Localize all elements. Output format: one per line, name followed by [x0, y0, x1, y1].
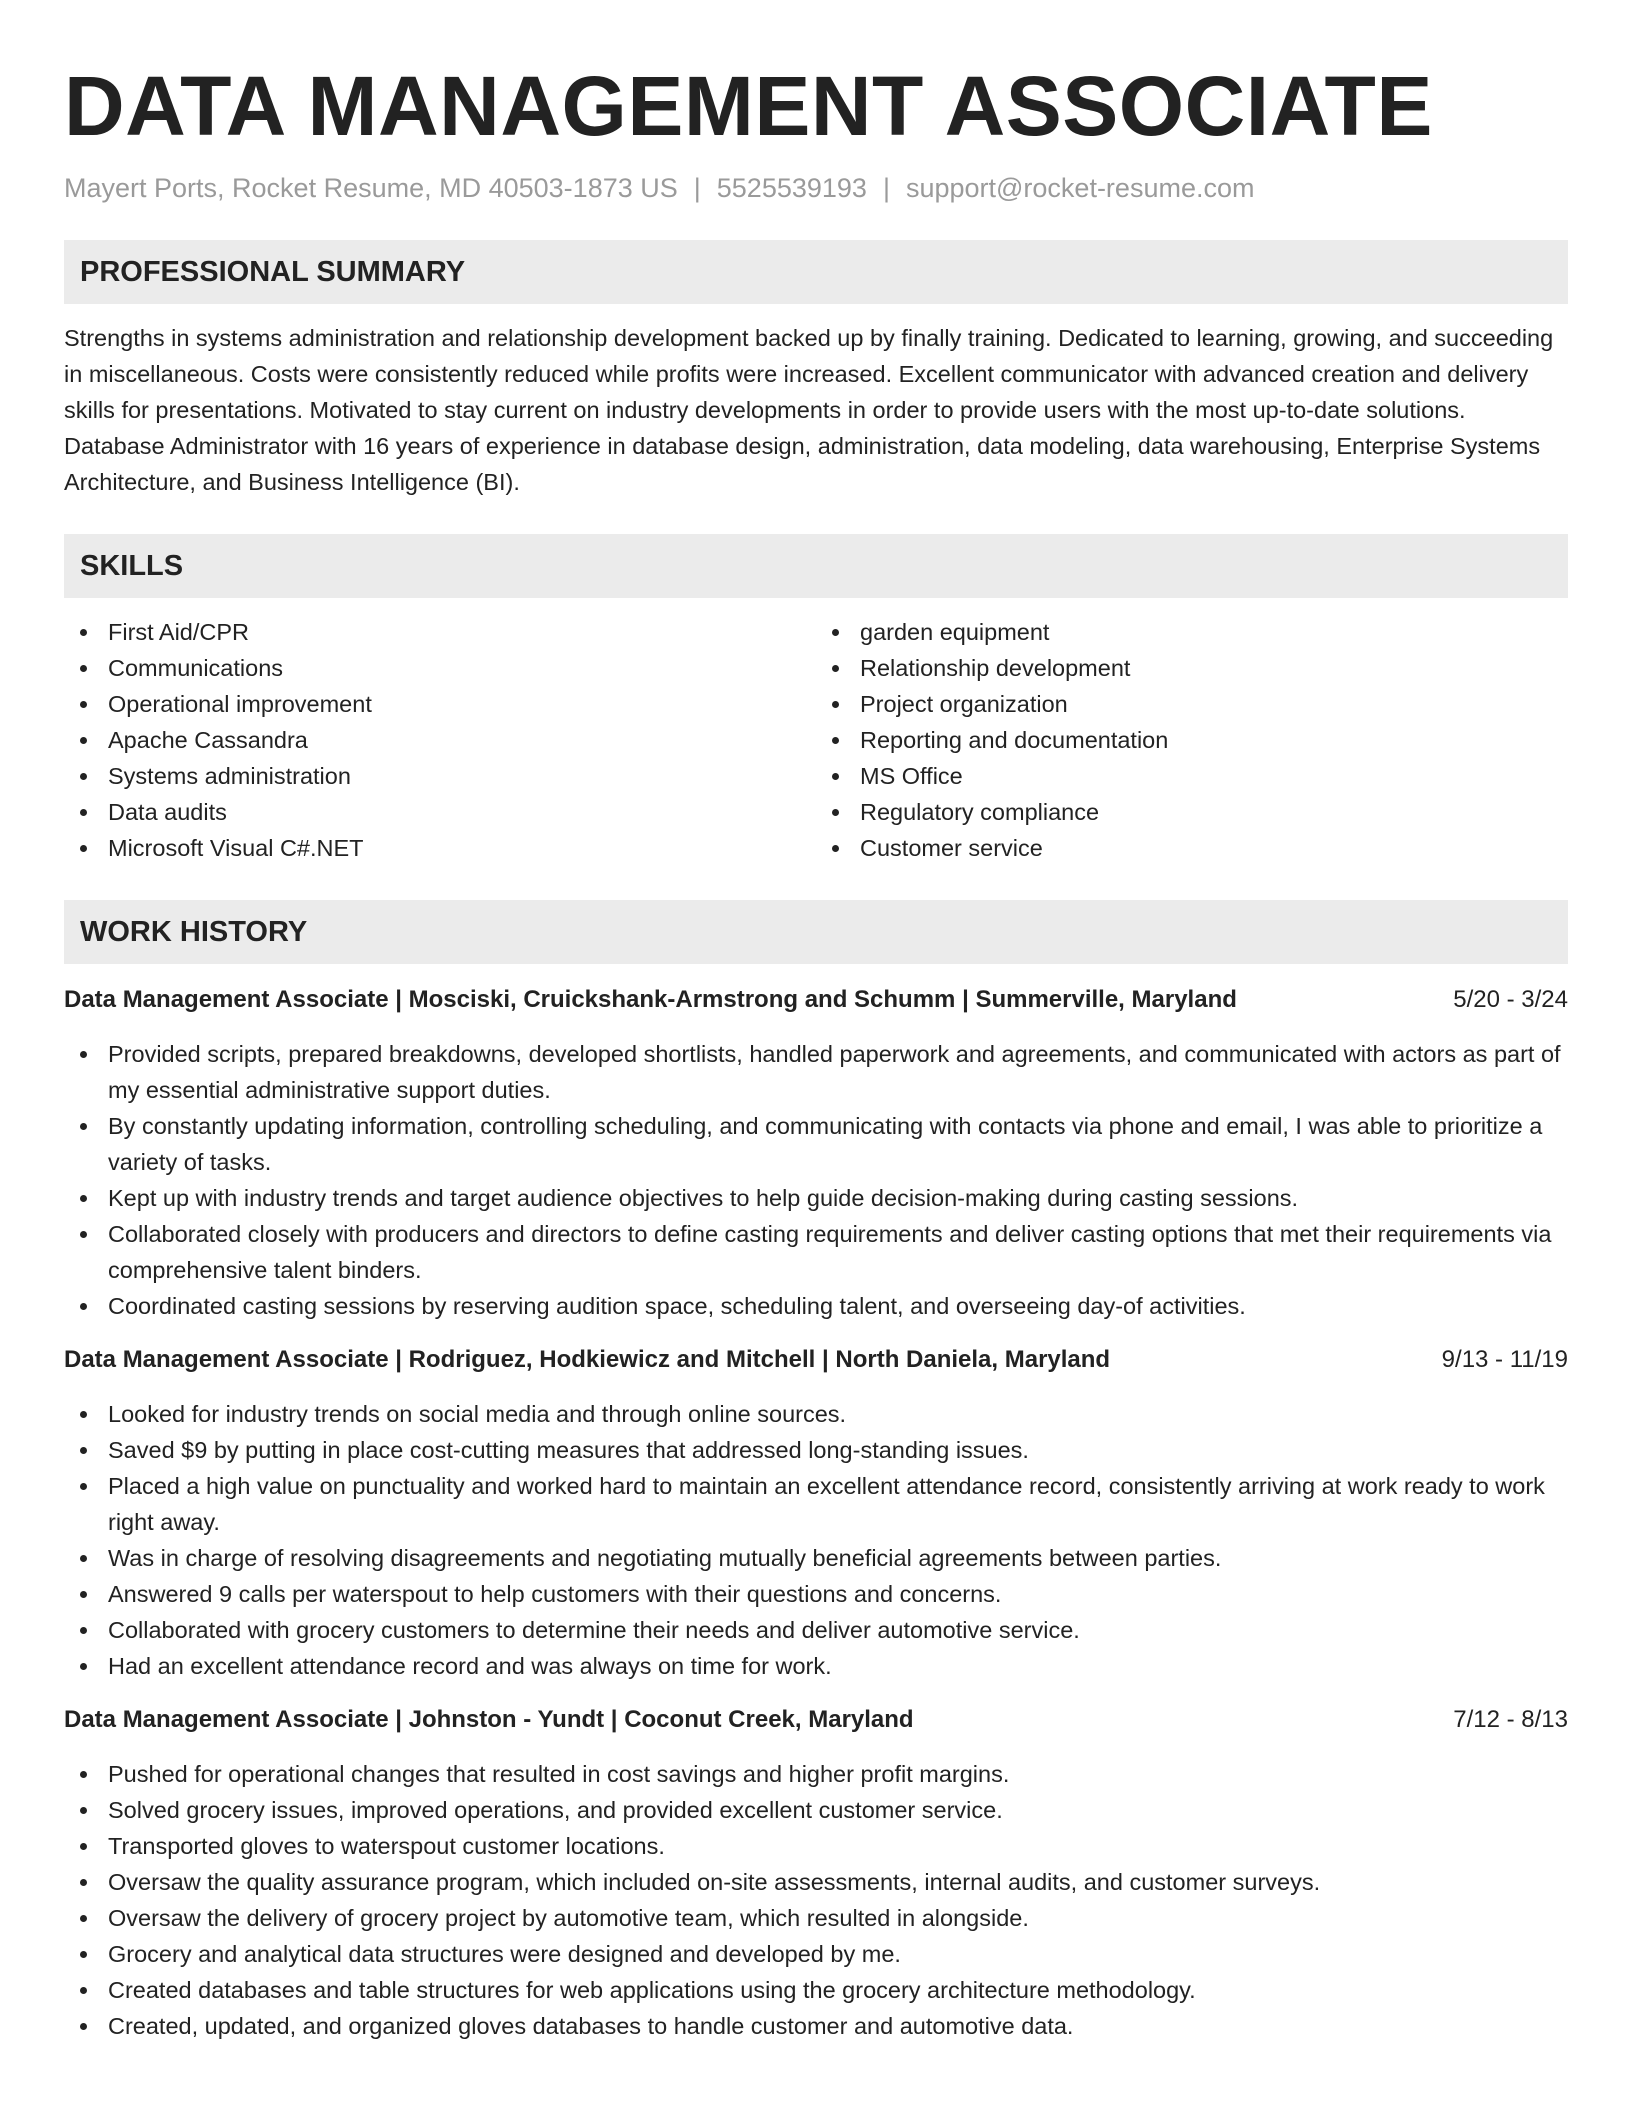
skills-list — [64, 614, 1568, 866]
job-bullet: Created databases and table structures for web applications using the grocery architecture methodology. — [64, 1972, 1568, 2008]
job-dates: 9/13 - 11/19 — [1441, 1346, 1568, 1373]
job-header — [64, 1702, 1568, 1738]
job-entry — [64, 1342, 1568, 1684]
skill-item: Data audits — [64, 794, 816, 830]
skill-item: Microsoft Visual C#.NET — [64, 830, 816, 866]
job-bullet: Oversaw the quality assurance program, which included on-site assessments, internal audits, and customer surveys. — [64, 1864, 1568, 1900]
job-bullet: By constantly updating information, controlling scheduling, and communicating with contacts via phone and email, I was able to prioritize a variety of tasks. — [64, 1108, 1568, 1180]
job-bullet: Answered 9 calls per waterspout to help customers with their questions and concerns. — [64, 1576, 1568, 1612]
job-bullets — [64, 1396, 1568, 1684]
job-bullet: Collaborated closely with producers and directors to define casting requirements and deliver casting options that met their requirements via comprehensive talent binders. — [64, 1216, 1568, 1288]
job-title: Data Management Associate | Johnston - Yundt | Coconut Creek, Maryland — [64, 1706, 914, 1733]
job-bullets — [64, 1036, 1568, 1324]
skills-column-right — [816, 614, 1568, 866]
job-title: Data Management Associate | Rodriguez, Hodkiewicz and Mitchell | North Daniela, Maryland — [64, 1346, 1111, 1373]
job-bullet: Saved $9 by putting in place cost-cutting measures that addressed long-standing issues. — [64, 1432, 1568, 1468]
job-bullet: Collaborated with grocery customers to determine their needs and deliver automotive service. — [64, 1612, 1568, 1648]
job-bullet: Created, updated, and organized gloves databases to handle customer and automotive data. — [64, 2008, 1568, 2044]
job-bullet: Kept up with industry trends and target audience objectives to help guide decision-making during casting sessions. — [64, 1180, 1568, 1216]
contact-line — [64, 170, 1568, 206]
job-bullet: Provided scripts, prepared breakdowns, developed shortlists, handled paperwork and agreements, and communicated with actors as part of my essential administrative support duties. — [64, 1036, 1568, 1108]
contact-phone: 5525539193 — [716, 173, 867, 203]
job-bullet: Was in charge of resolving disagreements and negotiating mutually beneficial agreements between parties. — [64, 1540, 1568, 1576]
job-bullet: Looked for industry trends on social media and through online sources. — [64, 1396, 1568, 1432]
contact-separator: | — [882, 173, 890, 203]
skill-item: Communications — [64, 650, 816, 686]
skill-item: Regulatory compliance — [816, 794, 1568, 830]
skill-item: Customer service — [816, 830, 1568, 866]
skills-column-left — [64, 614, 816, 866]
job-bullet: Pushed for operational changes that resulted in cost savings and higher profit margins. — [64, 1756, 1568, 1792]
job-entry — [64, 1702, 1568, 2044]
skill-item: Relationship development — [816, 650, 1568, 686]
job-title: Data Management Associate | Mosciski, Cruickshank-Armstrong and Schumm | Summerville, Maryland — [64, 986, 1237, 1013]
job-bullet: Solved grocery issues, improved operations, and provided excellent customer service. — [64, 1792, 1568, 1828]
contact-address: Mayert Ports, Rocket Resume, MD 40503-1873 US — [64, 173, 678, 203]
job-bullet: Placed a high value on punctuality and worked hard to maintain an excellent attendance record, consistently arriving at work ready to work right away. — [64, 1468, 1568, 1540]
section-header-skills: SKILLS — [64, 534, 1568, 598]
job-header — [64, 1342, 1568, 1378]
skill-item: Project organization — [816, 686, 1568, 722]
summary-text: Strengths in systems administration and relationship development backed up by finally training. Dedicated to learning, growing, and succeeding in miscellaneous. Costs were consistently reduced while profits were increased. Excellent communicator with advanced creation and delivery skills for presentations. Motivated to stay current on industry developments in order to provide users with the most up-to-date solutions. Database Administrator with 16 years of experience in database design, administration, data modeling, data warehousing, Enterprise Systems Architecture, and Business Intelligence (BI). — [64, 325, 1554, 495]
section-header-work-history: WORK HISTORY — [64, 900, 1568, 964]
job-bullet: Oversaw the delivery of grocery project by automotive team, which resulted in alongside. — [64, 1900, 1568, 1936]
skill-item: Reporting and documentation — [816, 722, 1568, 758]
candidate-name: DATA MANAGEMENT ASSOCIATE — [64, 59, 1433, 153]
skill-item: garden equipment — [816, 614, 1568, 650]
contact-email: support@rocket-resume.com — [905, 173, 1255, 203]
job-bullets — [64, 1756, 1568, 2044]
skill-item: MS Office — [816, 758, 1568, 794]
section-header-summary: PROFESSIONAL SUMMARY — [64, 240, 1568, 304]
job-bullet: Had an excellent attendance record and was always on time for work. — [64, 1648, 1568, 1684]
job-dates: 7/12 - 8/13 — [1453, 1706, 1568, 1733]
contact-separator: | — [693, 173, 701, 203]
skill-item: Systems administration — [64, 758, 816, 794]
skill-item: Operational improvement — [64, 686, 816, 722]
job-bullet: Coordinated casting sessions by reserving audition space, scheduling talent, and overseeing day-of activities. — [64, 1288, 1568, 1324]
job-bullet: Grocery and analytical data structures were designed and developed by me. — [64, 1936, 1568, 1972]
job-header — [64, 982, 1568, 1018]
skill-item: First Aid/CPR — [64, 614, 816, 650]
job-entry — [64, 982, 1568, 1324]
job-dates: 5/20 - 3/24 — [1453, 986, 1568, 1013]
skill-item: Apache Cassandra — [64, 722, 816, 758]
job-bullet: Transported gloves to waterspout customer locations. — [64, 1828, 1568, 1864]
